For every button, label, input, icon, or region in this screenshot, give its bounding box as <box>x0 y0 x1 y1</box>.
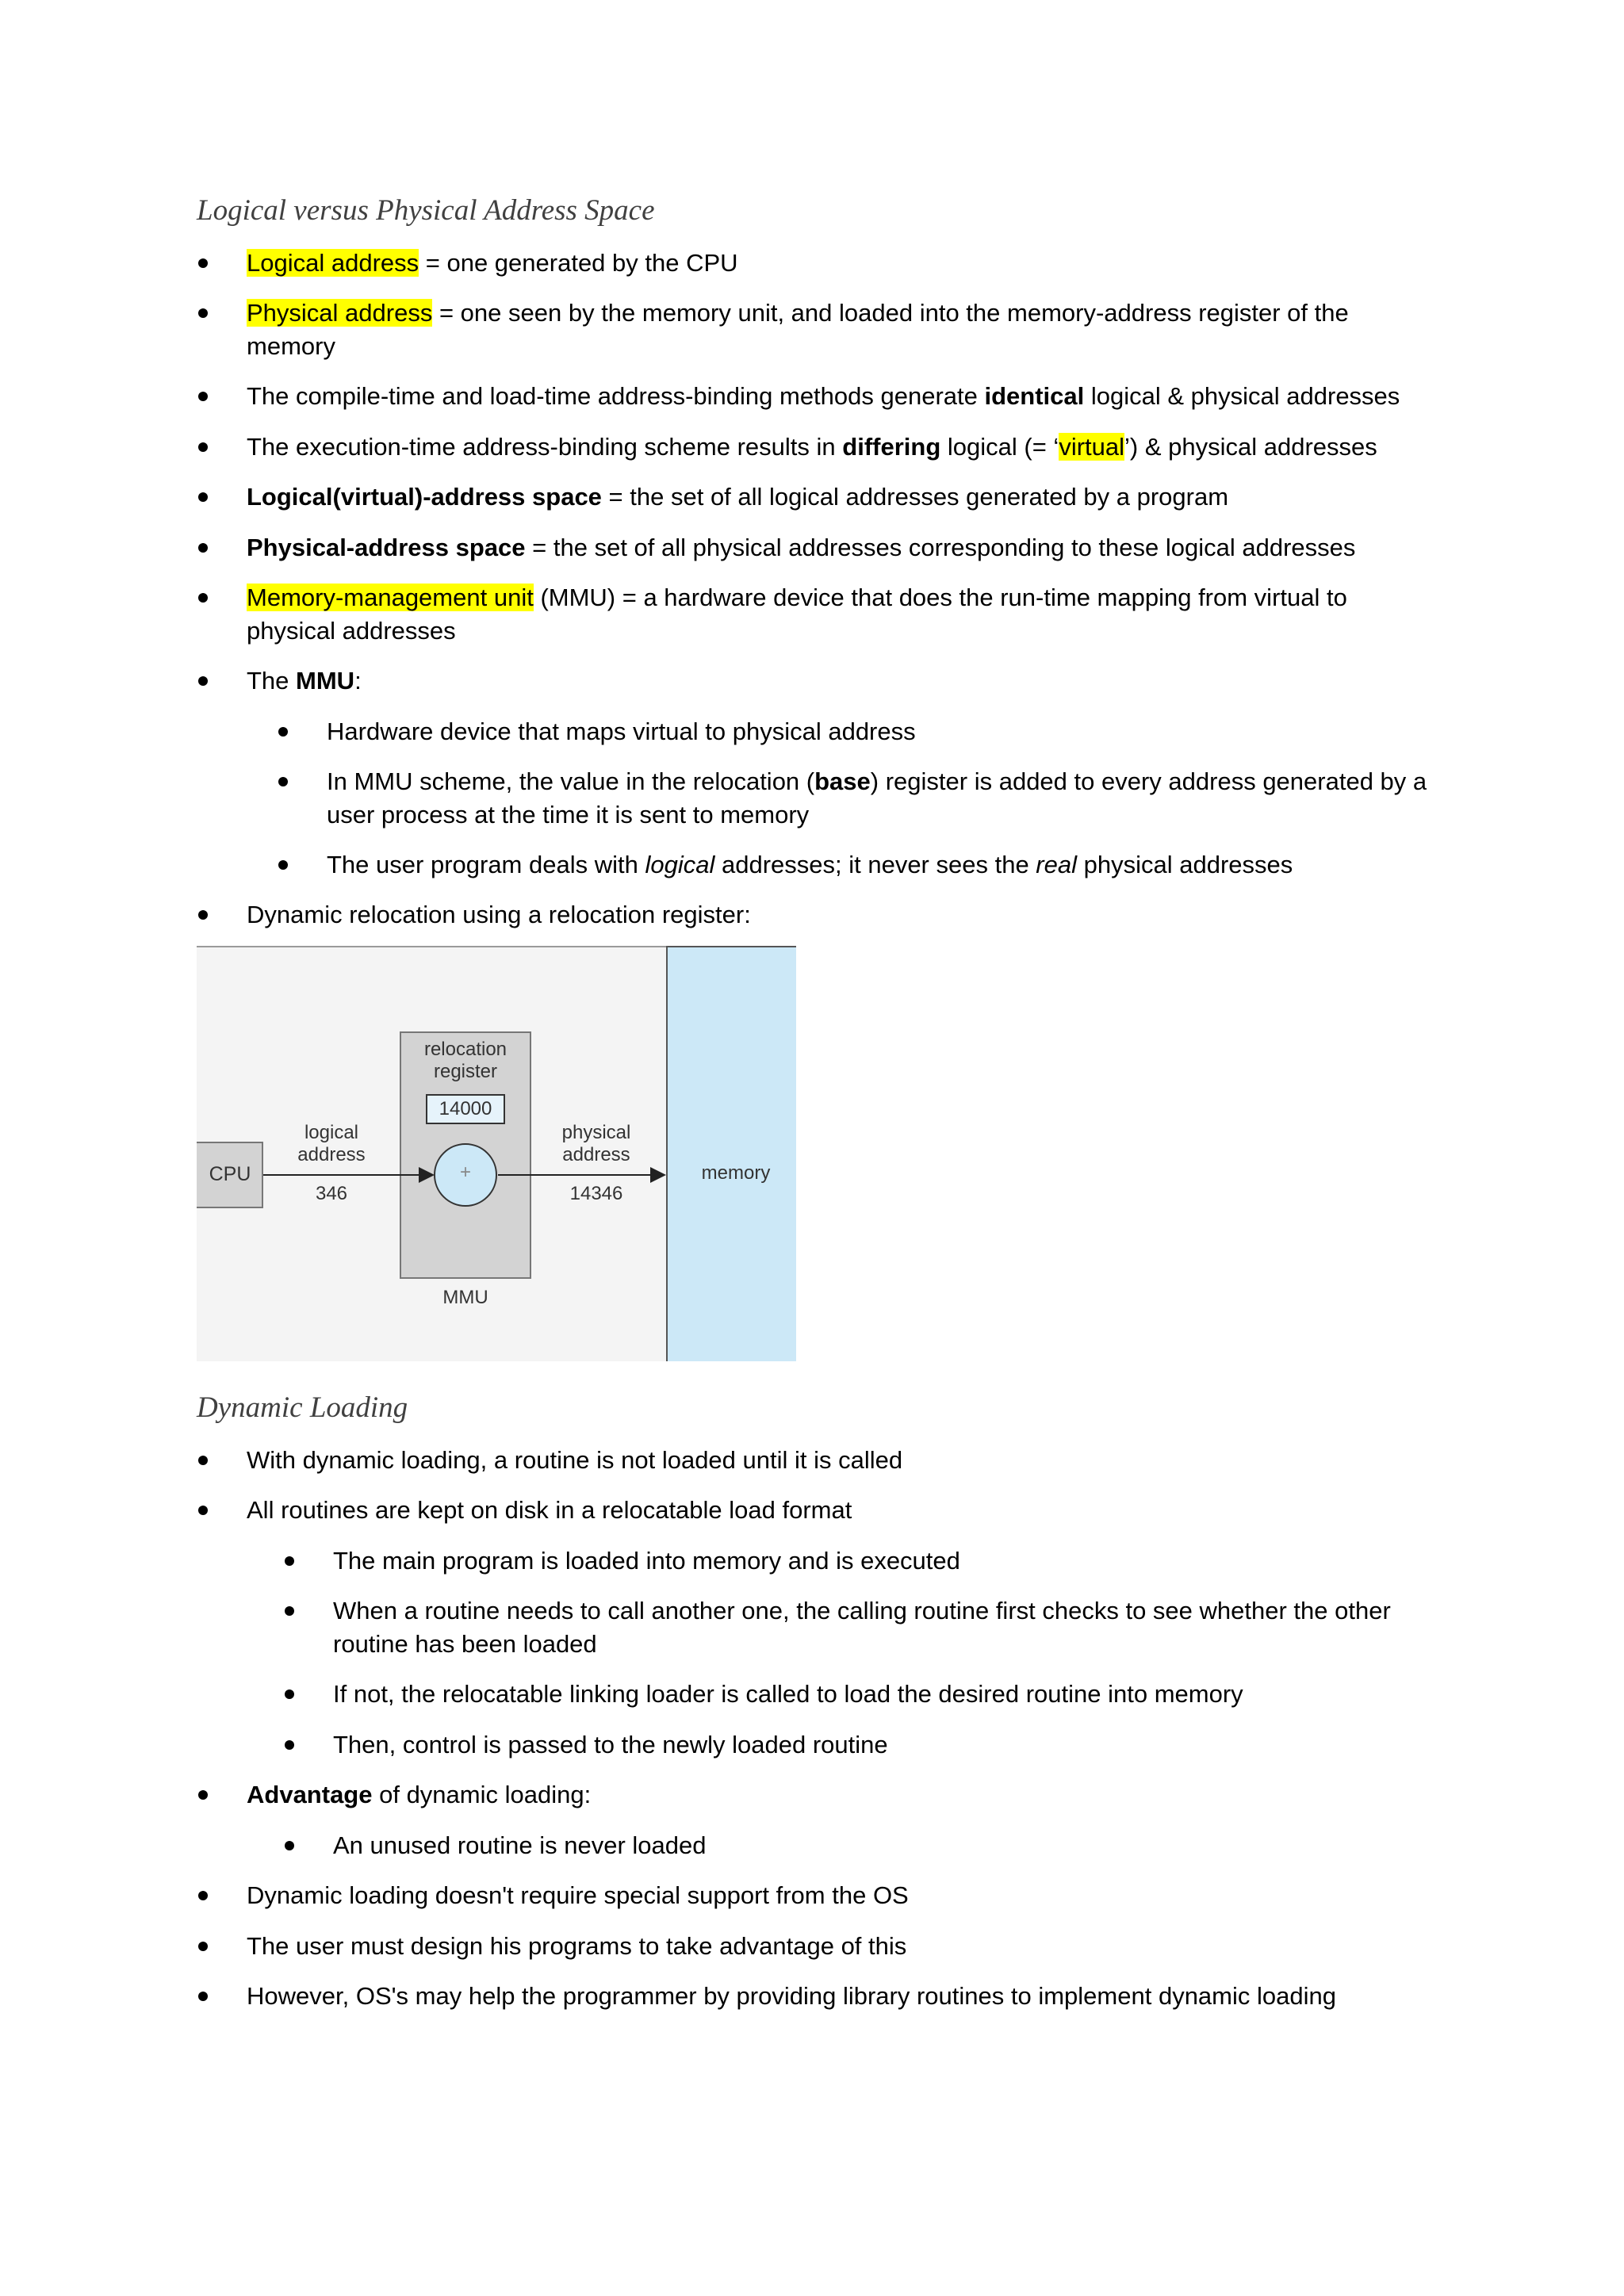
physical-address-label-1: physical <box>561 1122 631 1143</box>
sub-list-item: An unused routine is never loaded <box>333 1831 707 1859</box>
bullet <box>198 593 208 603</box>
bold-term: Physical-address space <box>247 534 526 561</box>
sub-list-item: Hardware device that maps virtual to physical address <box>327 718 916 745</box>
list-item <box>247 380 1468 413</box>
section-heading-address-space: Logical versus Physical Address Space <box>197 194 655 227</box>
bullet <box>278 860 288 870</box>
list-item: Dynamic loading doesn't require special support from the OS <box>247 1881 909 1909</box>
bullet <box>278 777 288 786</box>
item-text: = the set of all logical addresses generated by a program <box>601 483 1229 511</box>
item-text: of dynamic loading: <box>372 1781 592 1808</box>
list-item <box>247 480 1468 514</box>
italic-term: real <box>1036 851 1077 878</box>
item-text: The execution-time address-binding scheme results in <box>247 433 843 461</box>
item-text: (MMU) = a hardware device that does the run-time mapping from virtual to physical addresses <box>247 584 1347 645</box>
memory-label: memory <box>701 1162 771 1184</box>
list-item: The user must design his programs to take advantage of this <box>247 1932 907 1960</box>
italic-term: logical <box>645 851 715 878</box>
bold-term: MMU <box>296 667 355 695</box>
bold-term: base <box>814 767 871 795</box>
physical-address-label-2: address <box>562 1144 630 1165</box>
logical-address-label-2: address <box>297 1144 366 1165</box>
bullet <box>198 1456 208 1465</box>
highlighted-term: virtual <box>1059 433 1125 461</box>
list-item <box>247 1778 1436 1812</box>
bold-term: identical <box>984 382 1085 410</box>
item-text: In MMU scheme, the value in the relocation ( <box>327 767 815 795</box>
item-text: logical & physical addresses <box>1084 382 1400 410</box>
item-text: The compile-time and load-time address-binding methods generate <box>247 382 985 410</box>
adder-plus-icon: + <box>459 1161 471 1183</box>
sub-list-item: Then, control is passed to the newly loaded routine <box>333 1731 888 1758</box>
sub-list-item <box>327 765 1437 832</box>
bullet <box>198 543 208 553</box>
item-text: ’) & physical addresses <box>1124 433 1377 461</box>
sub-list-item: If not, the relocatable linking loader is called to load the desired routine into memory <box>333 1680 1243 1708</box>
bullet <box>198 1506 208 1515</box>
item-text: The <box>247 667 297 695</box>
physical-address-value: 14346 <box>569 1183 623 1204</box>
item-text: addresses; it never sees the <box>714 851 1036 878</box>
list-item <box>247 531 1468 564</box>
relocation-register-label-2: register <box>433 1061 498 1082</box>
list-item: All routines are kept on disk in a relocatable load format <box>247 1496 852 1524</box>
item-text: The user program deals with <box>327 851 645 878</box>
bullet <box>285 1689 294 1699</box>
highlighted-term: Physical address <box>247 299 433 327</box>
logical-address-value: 346 <box>315 1183 348 1204</box>
list-item <box>247 581 1436 648</box>
item-text: physical addresses <box>1077 851 1293 878</box>
list-item: However, OS's may help the programmer by providing library routines to implement dynamic loading <box>247 1982 1336 2010</box>
item-text: = one seen by the memory unit, and loaded into the memory-address register of the memory <box>247 299 1349 360</box>
list-item <box>247 247 1436 280</box>
bullet <box>198 910 208 920</box>
bullet <box>198 492 208 502</box>
sub-list-item: The main program is loaded into memory and is executed <box>333 1547 960 1575</box>
mmu-relocation-diagram <box>197 946 796 1361</box>
sub-list-item: When a routine needs to call another one, the calling routine first checks to see whether the other routine has been loaded <box>333 1597 1391 1658</box>
list-item <box>247 664 1436 698</box>
mmu-label: MMU <box>442 1287 488 1308</box>
bullet <box>285 1606 294 1616</box>
bullet <box>278 727 288 737</box>
bullet <box>198 676 208 686</box>
bold-term: differing <box>842 433 941 461</box>
relocation-register-value: 14000 <box>439 1098 492 1119</box>
bullet <box>198 1992 208 2001</box>
item-text: ) register is added to every address generated by a user process at the time it is sent to memory <box>327 767 1427 828</box>
bullet <box>285 1841 294 1850</box>
bullet <box>198 442 208 452</box>
list-item: With dynamic loading, a routine is not loaded until it is called <box>247 1446 903 1474</box>
bullet <box>198 392 208 401</box>
cpu-label: CPU <box>209 1163 251 1185</box>
bullet <box>198 258 208 268</box>
bullet <box>198 308 208 318</box>
item-text: logical (= ‘ <box>940 433 1059 461</box>
item-text: = one generated by the CPU <box>419 249 738 277</box>
item-text: = the set of all physical addresses corresponding to these logical addresses <box>525 534 1356 561</box>
bold-term: Advantage <box>247 1781 373 1808</box>
highlighted-term: Logical address <box>247 249 419 277</box>
sub-list-item <box>327 848 1477 882</box>
relocation-register-label-1: relocation <box>423 1039 508 1060</box>
bullet <box>198 1790 208 1800</box>
bullet <box>285 1556 294 1566</box>
list-item <box>247 430 1468 464</box>
item-text: : <box>354 667 362 695</box>
bullet <box>285 1740 294 1750</box>
bullet <box>198 1891 208 1900</box>
bullet <box>198 1942 208 1951</box>
bold-term: Logical(virtual)-address space <box>247 483 602 511</box>
section-heading-dynamic-loading: Dynamic Loading <box>197 1391 408 1424</box>
logical-address-label-1: logical <box>304 1122 359 1143</box>
list-item <box>247 297 1436 363</box>
highlighted-term: Memory-management unit <box>247 584 534 611</box>
list-item: Dynamic relocation using a relocation register: <box>247 901 751 928</box>
